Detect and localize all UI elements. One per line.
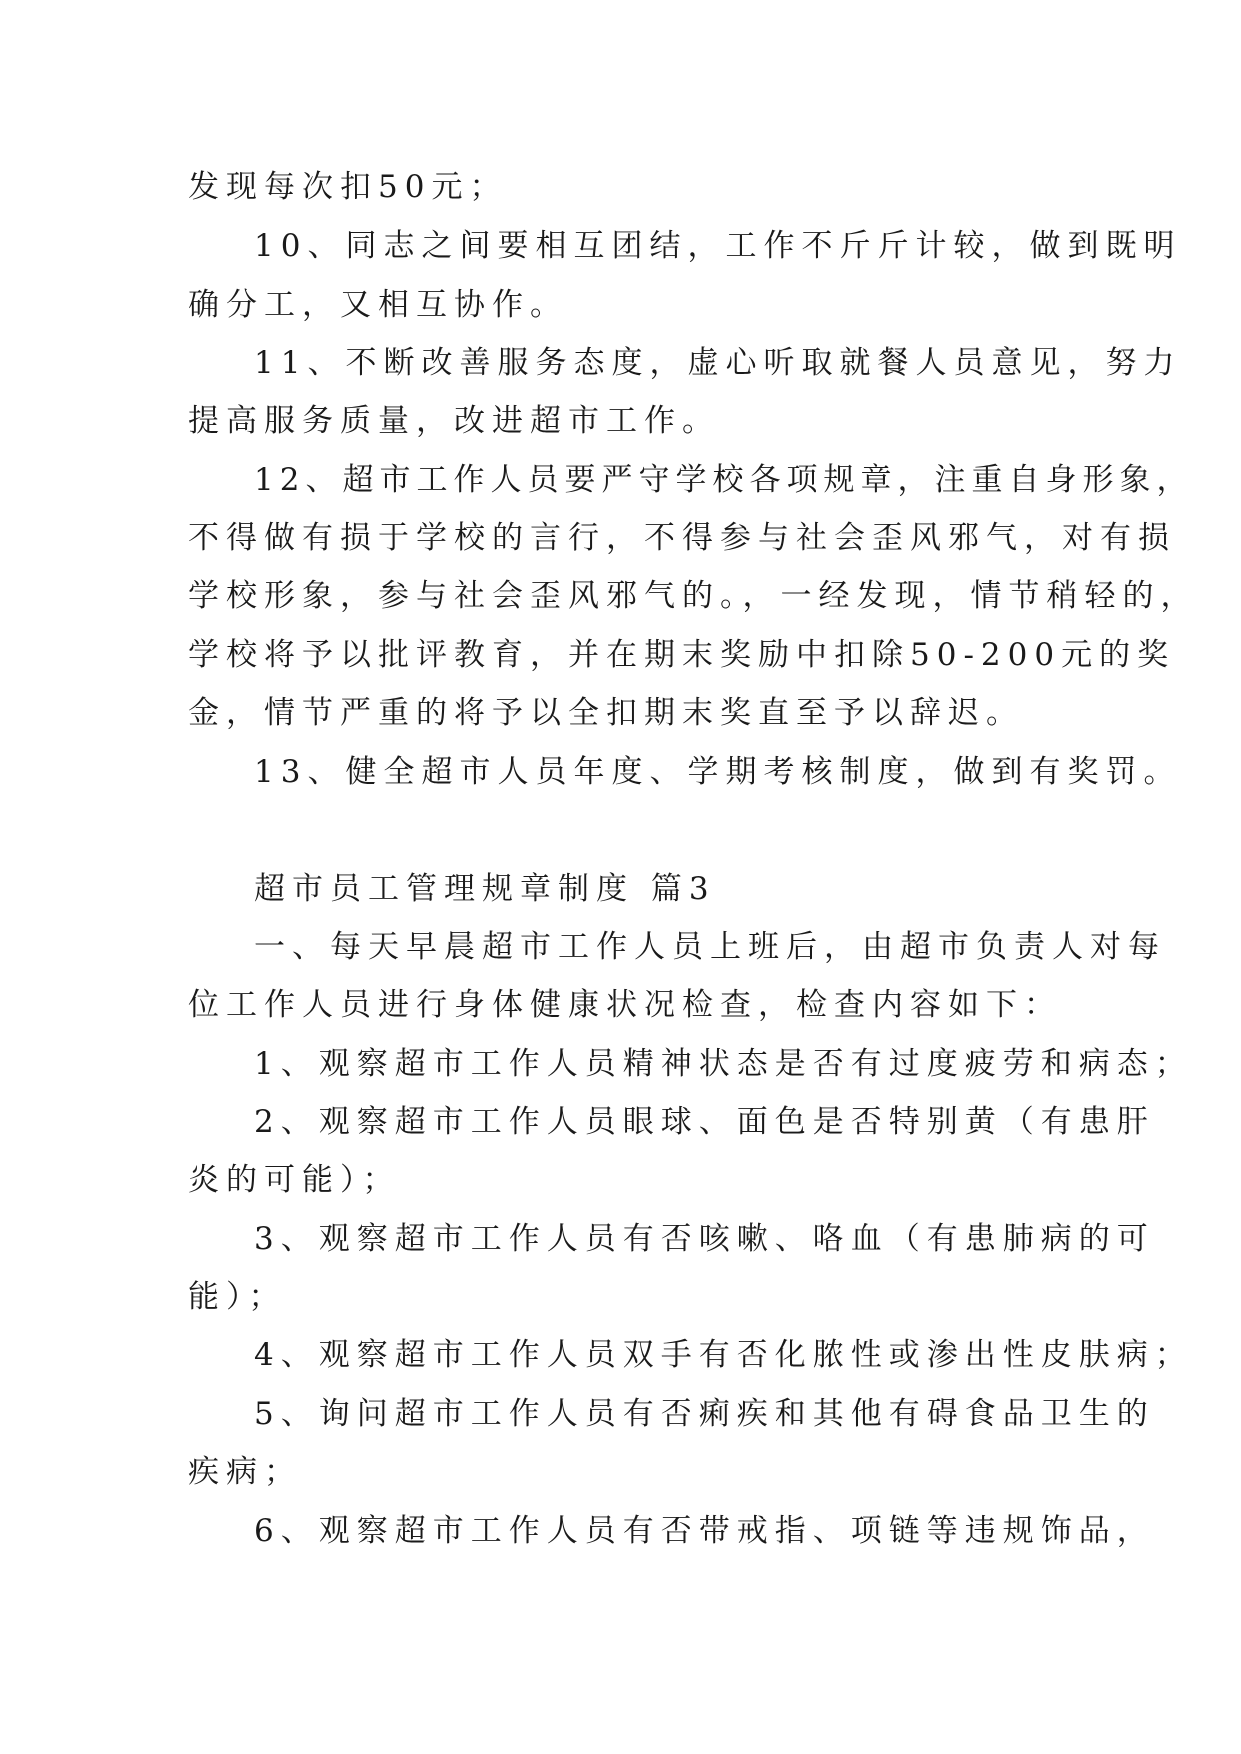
paragraph-line: 4、观察超市工作人员双手有否化脓性或渗出性皮肤病； (254, 1337, 1193, 1373)
paragraph-line: 学校将予以批评教育，并在期末奖励中扣除50-200元的奖 (188, 637, 1176, 673)
paragraph-line: 学校形象，参与社会歪风邪气的。，一经发现，情节稍轻的， (188, 578, 1199, 614)
paragraph-line: 一、每天早晨超市工作人员上班后，由超市负责人对每 (254, 929, 1166, 965)
paragraph-line: 2、观察超市工作人员眼球、面色是否特别黄（有患肝 (254, 1104, 1155, 1140)
paragraph-line: 疾病； (188, 1454, 302, 1490)
paragraph-line: 6、观察超市工作人员有否带戒指、项链等违规饰品， (254, 1513, 1155, 1549)
paragraph-line: 1、观察超市工作人员精神状态是否有过度疲劳和病态； (254, 1046, 1193, 1082)
paragraph-line: 提高服务质量，改进超市工作。 (188, 403, 720, 439)
paragraph-line: 不得做有损于学校的言行，不得参与社会歪风邪气，对有损 (188, 520, 1176, 556)
paragraph-line: 确分工，又相互协作。 (188, 287, 568, 323)
paragraph-line: 13、健全超市人员年度、学期考核制度，做到有奖罚。 (254, 754, 1182, 790)
paragraph-line: 能）； (188, 1279, 287, 1315)
paragraph-line: 11、不断改善服务态度，虚心听取就餐人员意见，努力 (254, 345, 1182, 381)
paragraph-line: 炎的可能）； (188, 1162, 401, 1198)
paragraph-line: 12、超市工作人员要严守学校各项规章，注重自身形象， (254, 462, 1194, 498)
section-heading: 超市员工管理规章制度 篇3 (254, 871, 716, 907)
paragraph-line: 位工作人员进行身体健康状况检查，检查内容如下： (188, 987, 1062, 1023)
paragraph-line: 3、观察超市工作人员有否咳嗽、咯血（有患肺病的可 (254, 1221, 1155, 1257)
paragraph-line: 10、同志之间要相互团结，工作不斤斤计较，做到既明 (254, 228, 1182, 264)
paragraph-line: 5、询问超市工作人员有否痢疾和其他有碍食品卫生的 (254, 1396, 1155, 1432)
paragraph-line: 金，情节严重的将予以全扣期末奖直至予以辞迟。 (188, 695, 1024, 731)
paragraph-line: 发现每次扣50元； (188, 169, 508, 205)
